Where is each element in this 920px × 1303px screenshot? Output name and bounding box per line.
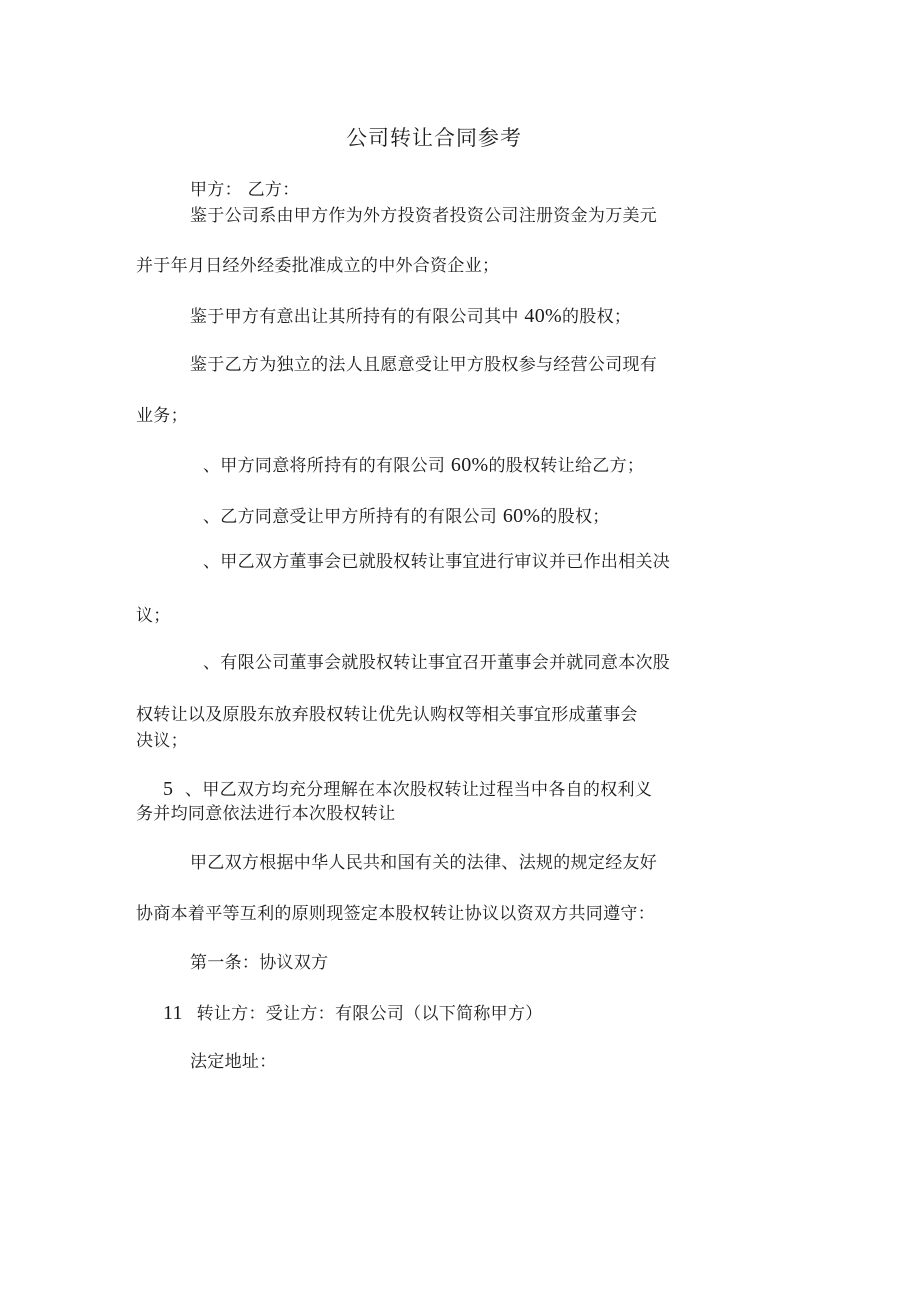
item-1-text-pre: 、甲方同意将所持有的有限公司 xyxy=(203,456,451,476)
clause-number: 11 xyxy=(163,1002,183,1024)
item-5-text: 、甲乙双方均充分理解在本次股权转让过程当中各自的权利义 xyxy=(185,780,653,800)
article-1-clause xyxy=(163,1003,543,1024)
item-2-percentage: 60% xyxy=(502,505,541,527)
item-2-text-post: 的股权； xyxy=(540,507,610,527)
item-2-text-pre: 、乙方同意受让甲方所持有的有限公司 xyxy=(203,507,503,527)
recital-2 xyxy=(190,306,631,327)
item-1-text-post: 的股权转让给乙方； xyxy=(488,456,645,476)
item-5-line-1 xyxy=(163,779,652,800)
item-4-line-3: 决议； xyxy=(136,731,188,751)
item-4-line-1: 、有限公司董事会就股权转让事宜召开董事会并就同意本次股 xyxy=(203,653,671,673)
recital-2-percentage: 40% xyxy=(524,305,562,327)
recital-1-line-2: 并于年月日经外经委批准成立的中外合资企业； xyxy=(136,256,500,276)
recital-3-line-2: 业务； xyxy=(136,406,188,426)
parties-line: 甲方： 乙方： xyxy=(190,180,300,200)
recital-2-text-pre: 鉴于甲方有意出让其所持有的有限公司其中 xyxy=(190,307,525,327)
item-4-line-2: 权转让以及原股东放弃股权转让优先认购权等相关事宜形成董事会 xyxy=(136,705,638,725)
article-1-heading: 第一条：协议双方 xyxy=(190,953,329,973)
item-5-number: 5 xyxy=(163,778,174,800)
document-title: 公司转让合同参考 xyxy=(346,126,522,150)
item-1 xyxy=(203,455,644,476)
recital-2-text-post: 的股权； xyxy=(561,307,632,327)
recital-1-line-1: 鉴于公司系由甲方作为外方投资者投资公司注册资金为万美元 xyxy=(190,206,658,226)
recital-3-line-1: 鉴于乙方为独立的法人且愿意受让甲方股权参与经营公司现有 xyxy=(190,355,658,375)
item-1-percentage: 60% xyxy=(450,454,489,476)
address-label: 法定地址： xyxy=(190,1052,277,1072)
agreement-line-2: 协商本着平等互利的原则现签定本股权转让协议以资双方共同遵守： xyxy=(136,904,655,924)
clause-text: 转让方：受让方：有限公司（以下简称甲方） xyxy=(196,1004,543,1024)
agreement-line-1: 甲乙双方根据中华人民共和国有关的法律、法规的规定经友好 xyxy=(190,853,658,873)
item-3-line-2: 议； xyxy=(136,606,171,626)
item-5-line-2: 务并均同意依法进行本次股权转让 xyxy=(136,804,396,824)
item-3-line-1: 、甲乙双方董事会已就股权转让事宜进行审议并已作出相关决 xyxy=(203,552,671,572)
item-2 xyxy=(203,506,610,527)
